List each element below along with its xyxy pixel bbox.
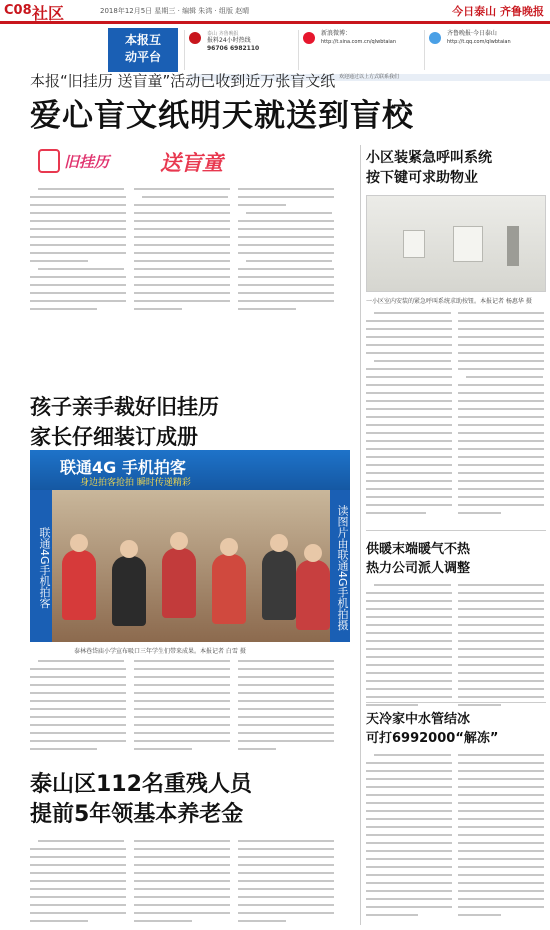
page-number: C08: [4, 3, 32, 18]
column-divider: [360, 145, 361, 925]
article1-body-col2: [134, 188, 230, 316]
banner-title: [108, 28, 178, 72]
wechat-label: 齐鲁晚报·今日泰山: [447, 30, 497, 37]
issue-info: 2018年12月5日 星期三 · 编辑 朱鸿 · 组版 赵晴: [100, 7, 250, 15]
bag-icon: [38, 149, 60, 173]
child-figure: [262, 550, 296, 620]
article5-body-col1: [366, 584, 452, 712]
article6-body-col1: [366, 754, 452, 922]
article1-headline: 爱心盲文纸明天就送到盲校: [30, 98, 414, 134]
hotline-number: 96706 6982110: [207, 45, 260, 52]
child-head: [70, 534, 88, 552]
tencent-weibo-icon: [429, 32, 441, 44]
child-figure: [162, 548, 196, 618]
article4-body-col1: [30, 840, 126, 928]
cabinet-graphic: [507, 226, 519, 266]
article3-body-col2: [134, 660, 230, 756]
article3-headline-line2: 家长仔细装订成册: [30, 425, 198, 449]
article5-headline: [366, 540, 470, 578]
child-head: [170, 532, 188, 550]
emergency-button-graphic: [453, 226, 483, 262]
article3-headline-line1: 孩子亲手裁好旧挂历: [30, 395, 219, 419]
article1-body-col3: [238, 188, 334, 316]
child-figure: [212, 554, 246, 624]
wall-switch-graphic: [403, 230, 425, 258]
child-head: [120, 540, 138, 558]
weibo-label: 新浪微博：: [321, 30, 352, 37]
article4-body-col3: [238, 840, 334, 928]
article1-body-col1: [30, 188, 126, 316]
article2-headline-line2: 按下键可求助物业: [366, 170, 478, 186]
section-divider: [366, 530, 546, 531]
banner-title-line2: 动平台: [124, 50, 161, 64]
article2-body-col1: [366, 312, 452, 520]
subbanner-blind-kids: 送盲童: [160, 151, 223, 175]
child-head: [270, 534, 288, 552]
article4-headline-line2: 提前5年领基本养老金: [30, 802, 244, 827]
article2-body-col2: [458, 312, 544, 520]
article2-headline-line1: 小区装紧急呼叫系统: [366, 150, 492, 166]
child-figure: [62, 550, 96, 620]
weibo-icon: [303, 32, 315, 44]
article1-kicker: 本报“旧挂历 送盲童”活动已收到近万张盲文纸: [30, 72, 336, 90]
article6-headline-line2: 可打6992000“解冻”: [366, 731, 499, 746]
article6-headline: [366, 710, 498, 748]
unicom-subtitle: 身边拍客抢拍 瞬时传递精彩: [80, 478, 191, 488]
page-header: [0, 0, 550, 24]
hotline-block: [184, 30, 292, 70]
phone-icon: [189, 32, 201, 44]
article1-subbanner: [30, 147, 330, 177]
wechat-block: [424, 30, 550, 70]
article4-body-col2: [134, 840, 230, 928]
child-head: [220, 538, 238, 556]
emergency-button-photo: [366, 195, 546, 292]
article5-body-col2: [458, 584, 544, 712]
article3-body-col3: [238, 660, 334, 756]
children-classroom-photo: [52, 490, 330, 642]
interaction-platform-banner: [108, 28, 550, 72]
banner-title-line1: 本报互: [124, 33, 161, 47]
hotline-text: 报料24小时热线: [207, 37, 251, 44]
article2-headline: [366, 148, 492, 188]
child-figure: [296, 560, 330, 630]
article6-body-col2: [458, 754, 544, 922]
section-title: 社区: [32, 4, 65, 23]
article4-headline: [30, 770, 252, 830]
unicom-photo-caption: 泰林巷岱庙小学宣布吸口三年学生们带来成果。本报记者 白雪 摄: [74, 648, 246, 655]
weibo-block: [298, 30, 418, 70]
article6-headline-line1: 天冷家中水管结冰: [366, 712, 471, 727]
hotline-label: 泰山 齐鲁晚报: [207, 31, 239, 37]
child-head: [304, 544, 322, 562]
weibo-url[interactable]: http://t.sina.com.cn/qlwbtaian: [321, 39, 397, 45]
section-divider: [366, 702, 546, 703]
masthead-logo: 今日泰山 齐鲁晚报: [452, 5, 544, 18]
wechat-url[interactable]: http://t.qq.com/qlwbtaian: [447, 39, 511, 45]
unicom-right-vertical: 读图片由联通4G手机拍摄: [330, 490, 350, 642]
article2-photo-caption: 一小区室内安装的紧急呼叫系统求助按钮。本报记者 杨惠华 摄: [366, 298, 532, 305]
banner-bar: 欢迎通过以上方式联系我们: [188, 74, 550, 81]
unicom-title: 联通4G 手机拍客: [60, 458, 186, 477]
article3-body-col1: [30, 660, 126, 756]
unicom-left-vertical: 联通4G手机拍客: [30, 490, 52, 642]
article5-headline-line2: 热力公司派人调整: [366, 561, 471, 576]
subbanner-old-calendar: 旧挂历: [64, 153, 110, 171]
child-figure: [112, 556, 146, 626]
article3-headline: [30, 392, 219, 452]
article4-headline-line1: 泰山区112名重残人员: [30, 772, 252, 797]
article5-headline-line1: 供暖末端暖气不热: [366, 542, 471, 557]
